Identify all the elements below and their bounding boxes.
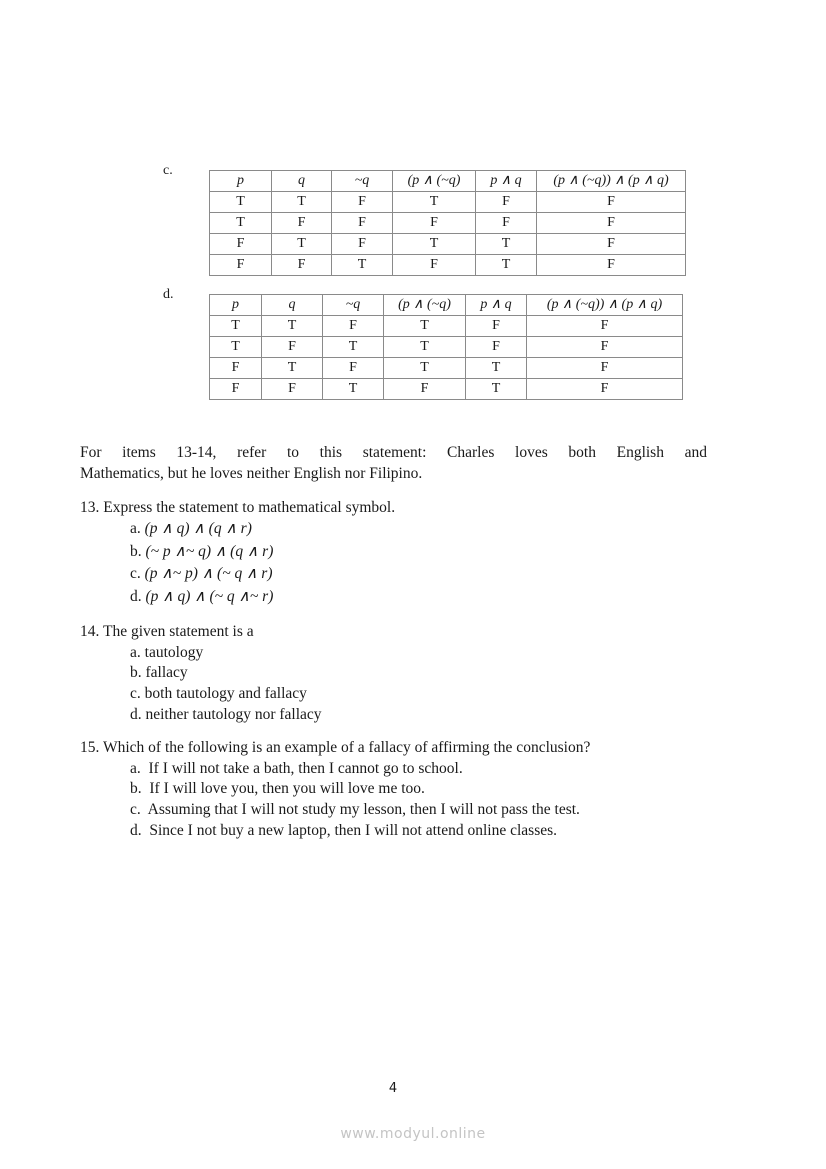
cell: T: [384, 337, 466, 358]
cell: T: [466, 358, 527, 379]
cell: F: [210, 358, 262, 379]
cell: T: [272, 234, 332, 255]
cell: F: [527, 337, 683, 358]
intro-line-1: For items 13-14, refer to this statement: Charles loves both English and: [80, 444, 707, 461]
cell: F: [537, 234, 686, 255]
header-cell: ~q: [332, 171, 393, 192]
table-row: [210, 337, 683, 358]
option-letter: c.: [130, 685, 141, 702]
option-text: fallacy: [145, 664, 188, 681]
option-text: (p ∧~ p) ∧ (~ q ∧ r): [144, 565, 273, 582]
question-13-option-b: [130, 541, 273, 562]
cell: F: [332, 213, 393, 234]
cell: F: [262, 379, 323, 400]
cell: F: [466, 337, 527, 358]
cell: T: [210, 316, 262, 337]
option-text: tautology: [144, 644, 204, 661]
cell: F: [537, 213, 686, 234]
table-d-label: d.: [163, 287, 174, 302]
option-letter: b.: [130, 543, 142, 560]
table-header-row: [210, 295, 683, 316]
question-14-option-b: [130, 662, 188, 683]
question-14-stem: 14. The given statement is a: [80, 623, 254, 640]
header-cell: p: [210, 171, 272, 192]
question-15-option-a: [130, 758, 463, 779]
intro-line-2: Mathematics, but he loves neither English nor Filipino.: [80, 465, 423, 482]
option-text: If I will not take a bath, then I cannot go to school.: [148, 760, 463, 777]
option-letter: c.: [130, 565, 141, 582]
cell: F: [393, 255, 476, 276]
watermark: www.modyul.online: [340, 1126, 486, 1142]
cell: F: [210, 255, 272, 276]
question-15-stem: 15. Which of the following is an example of a fallacy of affirming the conclusion?: [80, 739, 591, 756]
intro-paragraph: [80, 442, 707, 484]
cell: T: [262, 358, 323, 379]
question-13-option-d: [130, 586, 273, 607]
option-text: (p ∧ q) ∧ (q ∧ r): [144, 520, 252, 537]
cell: F: [527, 316, 683, 337]
cell: T: [466, 379, 527, 400]
option-letter: d.: [130, 706, 142, 723]
header-cell: p ∧ q: [476, 171, 537, 192]
option-text: both tautology and fallacy: [144, 685, 307, 702]
cell: F: [466, 316, 527, 337]
cell: T: [384, 316, 466, 337]
question-14-option-c: [130, 683, 307, 704]
header-cell: (p ∧ (~q)) ∧ (p ∧ q): [537, 171, 686, 192]
header-cell: (p ∧ (~q): [393, 171, 476, 192]
table-row: [210, 234, 686, 255]
cell: T: [262, 316, 323, 337]
header-cell: p ∧ q: [466, 295, 527, 316]
cell: F: [210, 234, 272, 255]
header-cell: ~q: [323, 295, 384, 316]
cell: T: [210, 337, 262, 358]
cell: F: [527, 358, 683, 379]
option-letter: b.: [130, 780, 142, 797]
option-letter: c.: [130, 801, 141, 818]
cell: F: [527, 379, 683, 400]
cell: F: [537, 192, 686, 213]
header-cell: (p ∧ (~q)) ∧ (p ∧ q): [527, 295, 683, 316]
cell: T: [323, 337, 384, 358]
table-row: [210, 316, 683, 337]
cell: F: [537, 255, 686, 276]
cell: T: [393, 192, 476, 213]
truth-table-c: [209, 170, 686, 276]
question-15-option-b: [130, 778, 425, 799]
header-cell: q: [262, 295, 323, 316]
option-text: Assuming that I will not study my lesson, then I will not pass the test.: [147, 801, 580, 818]
table-row: [210, 255, 686, 276]
cell: T: [272, 192, 332, 213]
cell: T: [476, 234, 537, 255]
header-cell: (p ∧ (~q): [384, 295, 466, 316]
table-c-label: c.: [163, 163, 173, 178]
cell: F: [384, 379, 466, 400]
option-letter: a.: [130, 644, 141, 661]
option-text: (p ∧ q) ∧ (~ q ∧~ r): [145, 588, 274, 605]
question-13-option-a: [130, 518, 252, 539]
cell: F: [476, 192, 537, 213]
cell: T: [332, 255, 393, 276]
cell: F: [262, 337, 323, 358]
question-13-stem: 13. Express the statement to mathematical symbol.: [80, 499, 396, 516]
question-13-option-c: [130, 563, 273, 584]
header-cell: p: [210, 295, 262, 316]
cell: F: [323, 358, 384, 379]
cell: F: [210, 379, 262, 400]
cell: F: [272, 255, 332, 276]
table-row: [210, 192, 686, 213]
page-number: 4: [388, 1081, 398, 1096]
option-text: (~ p ∧~ q) ∧ (q ∧ r): [145, 543, 274, 560]
cell: F: [272, 213, 332, 234]
option-text: neither tautology nor fallacy: [145, 706, 322, 723]
table-row: [210, 379, 683, 400]
table-row: [210, 213, 686, 234]
option-letter: a.: [130, 760, 141, 777]
cell: T: [210, 192, 272, 213]
header-cell: q: [272, 171, 332, 192]
option-text: If I will love you, then you will love me too.: [149, 780, 425, 797]
table-header-row: [210, 171, 686, 192]
cell: F: [323, 316, 384, 337]
question-15-option-c: [130, 799, 580, 820]
cell: F: [476, 213, 537, 234]
cell: T: [384, 358, 466, 379]
table-row: [210, 358, 683, 379]
option-letter: d.: [130, 588, 142, 605]
cell: T: [393, 234, 476, 255]
question-14-option-d: [130, 704, 322, 725]
question-14-option-a: [130, 642, 203, 663]
cell: F: [393, 213, 476, 234]
question-15-option-d: [130, 820, 557, 841]
cell: T: [210, 213, 272, 234]
option-letter: b.: [130, 664, 142, 681]
option-letter: a.: [130, 520, 141, 537]
cell: F: [332, 234, 393, 255]
cell: F: [332, 192, 393, 213]
cell: T: [476, 255, 537, 276]
cell: T: [323, 379, 384, 400]
option-text: Since I not buy a new laptop, then I will not attend online classes.: [149, 822, 558, 839]
truth-table-d: [209, 294, 683, 400]
option-letter: d.: [130, 822, 142, 839]
